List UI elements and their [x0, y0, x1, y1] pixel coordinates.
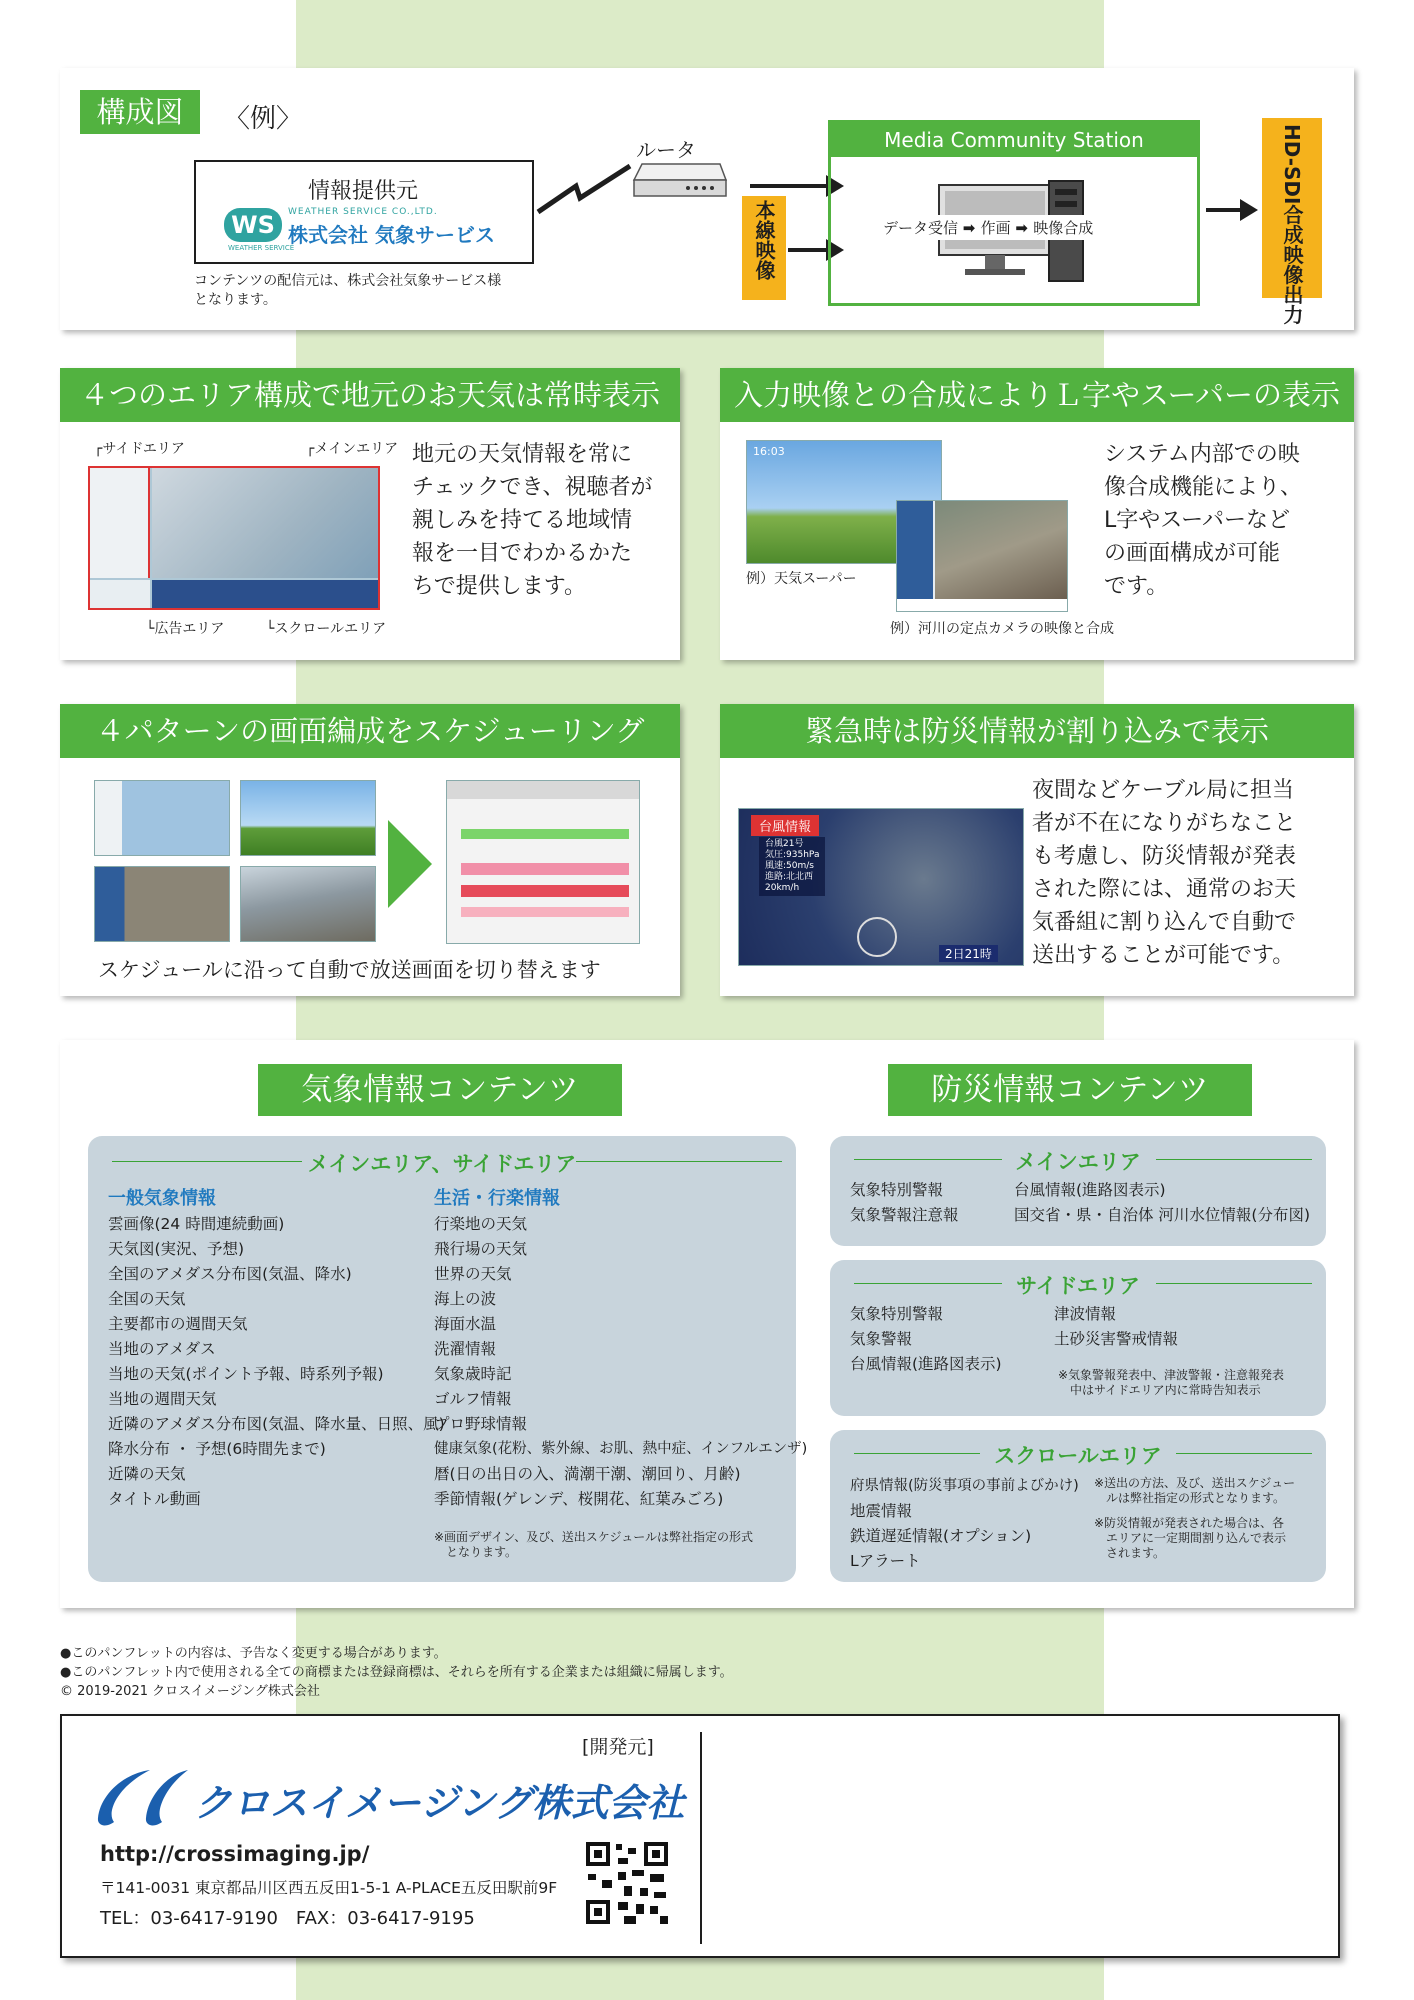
contents-card — [60, 1040, 1354, 1608]
label-scroll-area: └スクロールエリア — [266, 621, 387, 637]
schedule-row-red — [461, 885, 629, 897]
list-item: 海面水温 — [434, 1315, 497, 1333]
list-item: 当地のアメダス — [108, 1340, 216, 1358]
flow-step-1: データ受信 — [883, 219, 959, 237]
list-item: 飛行場の天気 — [434, 1240, 528, 1258]
list-item: 全国の天気 — [108, 1290, 186, 1308]
disaster-scroll-section-title: スクロールエリア — [830, 1440, 1326, 1470]
caption-river-camera: 例）河川の定点カメラの映像と合成 — [890, 621, 1114, 637]
provider-title: 情報提供元 — [308, 179, 419, 204]
list-item: 府県情報(防災事項の事前よびかけ) — [850, 1478, 1079, 1494]
typhoon-circle — [857, 917, 897, 957]
lightning-icon — [536, 158, 636, 218]
list-item: プロ野球情報 — [434, 1415, 528, 1433]
list-item: 近隣の天気 — [108, 1465, 186, 1483]
output-label — [1262, 118, 1322, 325]
feature-composite-card — [720, 368, 1354, 660]
pattern-3-image — [94, 866, 230, 942]
qr-code-icon — [584, 1840, 670, 1926]
main-video-label — [742, 196, 786, 300]
feature-area-body: 地元の天気情報を常に チェックでき、視聴者が 親しみを持てる地域情 報を一目でわかるかた ちで提供します。 — [412, 442, 653, 599]
schedule-ui-image — [446, 780, 640, 944]
flow-arrow-icon: ➡ — [962, 219, 981, 237]
area-layout-image — [88, 466, 380, 610]
list-item: 国交省・県・自治体 河川水位情報(分布図) — [1014, 1206, 1311, 1224]
pattern-2-image — [240, 780, 376, 856]
output-text: HD-SDI合成映像出力 — [1280, 124, 1304, 325]
weather-contents-title: 気象情報コンテンツ — [258, 1064, 622, 1116]
station-title: Media Community Station — [831, 123, 1197, 157]
label-ad-area: └広告エリア — [146, 621, 225, 637]
output-arrow — [1206, 208, 1254, 212]
ws-en: WEATHER SERVICE CO.,LTD. — [288, 207, 438, 217]
weather-panel — [88, 1136, 808, 1582]
disaster-contents-title: 防災情報コンテンツ — [888, 1064, 1252, 1116]
river-ad-bar — [897, 599, 1068, 612]
schedule-row-pink — [461, 863, 629, 875]
company-logo-icon — [92, 1766, 192, 1830]
weather-note: ※画面デザイン、及び、送出スケジュールは弊社指定の形式 となります。 — [434, 1530, 754, 1559]
ad-area-image — [90, 580, 150, 610]
dev-label: [開発元] — [582, 1736, 654, 1758]
disaster-main-panel — [830, 1136, 1326, 1246]
disaster-side-note: ※気象警報発表中、津波警報・注意報発表 中はサイドエリア内に常時告知表示 — [1058, 1368, 1285, 1397]
list-item: 気象警報 — [850, 1330, 913, 1348]
list-item: 当地の週間天気 — [108, 1390, 217, 1408]
feature-area-card — [60, 368, 680, 660]
ws-sub: WEATHER SERVICE — [228, 244, 295, 252]
scroll-area-image — [152, 580, 380, 610]
list-item: 気象特別警報 — [850, 1181, 944, 1199]
footer-note: © 2019-2021 クロスイメージング株式会社 — [60, 1684, 320, 1699]
company-divider — [700, 1732, 702, 1944]
feature-schedule-card — [60, 704, 680, 996]
footer-note: ●このパンフレットの内容は、予告なく変更する場合があります。 — [60, 1646, 447, 1661]
weather-col1-heading: 一般気象情報 — [108, 1188, 216, 1209]
river-side-panel — [897, 501, 933, 599]
flow-step-2: 作画 — [980, 219, 1011, 237]
typhoon-map-image — [738, 808, 1024, 966]
list-item: 季節情報(ゲレンデ、桜開花、紅葉みごろ) — [434, 1490, 724, 1508]
list-item: 近隣のアメダス分布図(気温、降水量、日照、風) — [108, 1415, 445, 1433]
disaster-side-panel — [830, 1260, 1326, 1416]
router-icon — [628, 160, 728, 204]
weather-col1-list — [108, 1212, 445, 1512]
list-item: 地震情報 — [850, 1502, 913, 1520]
company-name: クロスイメージング株式会社 — [194, 1781, 685, 1825]
list-item: Lアラート — [850, 1552, 921, 1570]
list-item: 台風情報(進路図表示) — [850, 1355, 1002, 1373]
list-item: 雲画像(24 時間連続動画) — [108, 1215, 285, 1233]
list-item: 主要都市の週間天気 — [108, 1315, 248, 1333]
footer-note: ●このパンフレット内で使用される全ての商標または登録商標は、それらを所有する企業または組織に帰属します。 — [60, 1665, 733, 1680]
list-item: 降水分布 ・ 予想(6時間先まで) — [108, 1440, 326, 1458]
list-item: 暦(日の出日の入、満潮干潮、潮回り、月齢) — [434, 1465, 741, 1483]
weather-section-title: メインエリア、サイドエリア — [88, 1148, 796, 1178]
list-item: 土砂災害警戒情報 — [1054, 1330, 1179, 1348]
flow-step-3: 映像合成 — [1033, 219, 1094, 237]
river-camera-image — [896, 500, 1068, 612]
list-item: 海上の波 — [434, 1290, 497, 1308]
config-example: 〈例〉 — [224, 104, 303, 134]
list-item: 天気図(実況、予想) — [108, 1240, 245, 1258]
disaster-main-section-title: メインエリア — [830, 1146, 1326, 1176]
list-item: 鉄道遅延情報(オプション) — [850, 1527, 1032, 1545]
feature-schedule-caption: スケジュールに沿って自動で放送画面を切り替えます — [98, 958, 601, 982]
typhoon-info: 台風21号 気圧:935hPa 風速:50m/s 進路:北北西 20km/h — [759, 837, 825, 896]
list-item: 健康気象(花粉、紫外線、お肌、熱中症、インフルエンザ) — [434, 1441, 808, 1457]
disaster-scroll-note-1: ※送出の方法、及び、送出スケジュー ルは弊社指定の形式となります。 — [1094, 1476, 1296, 1505]
ws-name: 株式会社 気象サービス — [288, 223, 495, 247]
list-item: 気象特別警報 — [850, 1305, 944, 1323]
list-item: 全国のアメダス分布図(気温、降水) — [108, 1265, 352, 1283]
feature-area-title: ４つのエリア構成で地元のお天気は常時表示 — [60, 368, 680, 422]
list-item: 行楽地の天気 — [434, 1215, 528, 1233]
ws-logo: WS — [224, 208, 282, 242]
list-item: 洗濯情報 — [434, 1340, 497, 1358]
schedule-row-green — [461, 829, 629, 839]
side-area-image — [90, 468, 150, 578]
feature-schedule-title: ４パターンの画面編成をスケジューリング — [60, 704, 680, 758]
feature-emergency-card — [720, 704, 1354, 996]
list-item: 台風情報(進路図表示) — [1014, 1181, 1166, 1199]
list-item: 気象歳時記 — [434, 1365, 512, 1383]
list-item: タイトル動画 — [108, 1490, 201, 1508]
station-box — [828, 120, 1200, 306]
company-box — [60, 1714, 1340, 1958]
schedule-titlebar — [447, 781, 640, 799]
map-image — [152, 468, 380, 578]
arrow-right-icon — [386, 818, 434, 910]
list-item: 気象警報注意報 — [850, 1206, 959, 1224]
main-video-text: 本線映像 — [752, 200, 776, 280]
label-side-area: ┌サイドエリア — [94, 441, 185, 457]
list-item: 世界の天気 — [434, 1265, 512, 1283]
footer-notes — [60, 1644, 733, 1701]
typhoon-label: 台風情報 — [751, 815, 819, 836]
feature-composite-title: 入力映像との合成によりＬ字やスーパーの表示 — [720, 368, 1354, 422]
disaster-side-section-title: サイドエリア — [830, 1270, 1326, 1300]
provider-box — [194, 160, 534, 264]
schedule-row-red — [461, 907, 629, 917]
weather-col2-heading: 生活・行楽情報 — [434, 1188, 560, 1209]
disaster-main-right — [1014, 1178, 1310, 1228]
weather-col2-list — [434, 1212, 807, 1512]
thumb-time: 16:03 — [753, 445, 785, 458]
company-url[interactable]: http://crossimaging.jp/ — [100, 1842, 370, 1866]
company-tel: TEL：03-6417-9190 FAX：03-6417-9195 — [100, 1908, 475, 1929]
disaster-scroll-note-2: ※防災情報が発表された場合は、各 エリアに一定期間割り込んで表示 されます。 — [1094, 1516, 1287, 1560]
disaster-main-left — [850, 1178, 959, 1228]
pattern-4-image — [240, 866, 376, 942]
feature-emergency-title: 緊急時は防災情報が割り込みで表示 — [720, 704, 1354, 758]
disaster-scroll-left — [850, 1474, 1079, 1574]
disaster-scroll-panel — [830, 1430, 1326, 1582]
config-card — [60, 68, 1354, 330]
caption-weather-super: 例）天気スーパー — [746, 571, 857, 587]
feature-emergency-body: 夜間などケーブル局に担当 者が不在になりがちなこと も考慮し、防災情報が発表 された際には、通常のお天 気番組に割り込んで自動で 送出することが可能です。 — [1032, 778, 1297, 968]
list-item: 当地の天気(ポイント予報、時系列予報) — [108, 1365, 384, 1383]
river-photo — [935, 501, 1068, 599]
provider-note-1: コンテンツの配信元は、株式会社気象サービス様 — [194, 273, 502, 289]
router-label: ルータ — [636, 138, 696, 162]
disaster-side-right — [1054, 1302, 1178, 1352]
pattern-1-image — [94, 780, 230, 856]
feature-composite-body: システム内部での映 像合成機能により、 L字やスーパーなど の画面構成が可能 です。 — [1104, 442, 1303, 599]
typhoon-time: 2日21時 — [939, 945, 998, 962]
config-label: 構成図 — [80, 90, 200, 134]
label-main-area: ┌メインエリア — [306, 441, 399, 457]
router-arrow — [750, 184, 840, 188]
list-item: 津波情報 — [1054, 1305, 1117, 1323]
list-item: ゴルフ情報 — [434, 1390, 512, 1408]
provider-note-2: となります。 — [194, 292, 277, 308]
company-address: 〒141-0031 東京都品川区西五反田1-5-1 A-PLACE五反田駅前9F — [100, 1879, 558, 1897]
flow-arrow-icon: ➡ — [1015, 219, 1034, 237]
flow-text — [879, 215, 1097, 240]
disaster-side-left — [850, 1302, 1002, 1377]
